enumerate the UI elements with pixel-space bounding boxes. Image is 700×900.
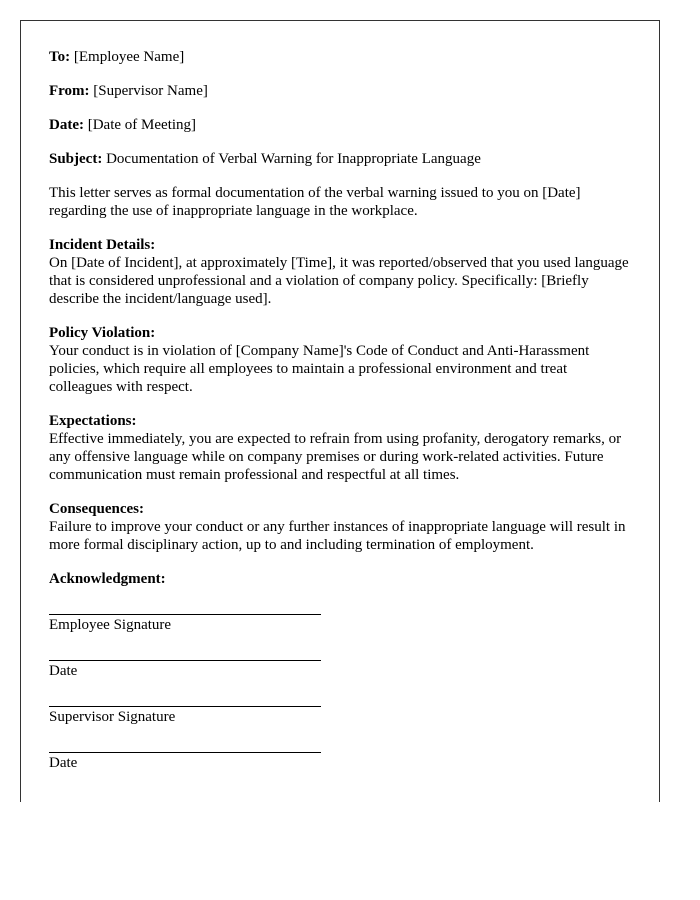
signature-block-employee [49,588,631,634]
date-line [49,116,631,134]
supervisor-signature-line[interactable] [49,706,321,707]
signature-label: Date [49,755,78,771]
signature-label: Supervisor Signature [49,709,176,725]
signature-label: Employee Signature [49,617,172,633]
section-incident-details [49,236,631,308]
signature-label: Date [49,663,78,679]
section-policy-violation [49,324,631,396]
subject-line [49,150,631,168]
intro-paragraph: This letter serves as formal documentation of the verbal warning issued to you on [Date] regarding the use of inappropriate language in the workplace. [49,185,581,219]
section-consequences [49,500,631,554]
subject-label: Subject: [49,151,103,167]
signature-block-employee-date [49,634,631,680]
from-value: [Supervisor Name] [93,83,208,99]
section-heading: Acknowledgment: [49,571,166,587]
section-acknowledgment [49,570,631,588]
section-body: Effective immediately, you are expected to refrain from using profanity, derogatory remarks, or any offensive language while on company premises or during work-related activities. Future communication must remain professional and respectful at all times. [49,431,622,483]
section-heading: Consequences: [49,501,145,517]
supervisor-date-line[interactable] [49,752,321,753]
date-label: Date: [49,117,84,133]
employee-signature-line[interactable] [49,614,321,615]
section-body: On [Date of Incident], at approximately [Time], it was reported/observed that you used language that is considered unprofessional and a violation of company policy. Specifically: [Briefly describe the incident/language used]. [49,255,629,307]
to-line [49,48,631,66]
employee-date-line[interactable] [49,660,321,661]
section-heading: Expectations: [49,413,137,429]
letter-page [20,20,660,802]
signature-block-supervisor-date [49,726,631,772]
subject-value: Documentation of Verbal Warning for Inappropriate Language [106,151,481,167]
from-label: From: [49,83,90,99]
date-value: [Date of Meeting] [87,117,197,133]
to-value: [Employee Name] [73,49,185,65]
from-line [49,82,631,100]
to-label: To: [49,49,71,65]
section-expectations [49,412,631,484]
section-heading: Incident Details: [49,237,156,253]
section-heading: Policy Violation: [49,325,156,341]
section-body: Failure to improve your conduct or any further instances of inappropriate language will result in more formal disciplinary action, up to and including termination of employment. [49,519,626,553]
signature-block-supervisor [49,680,631,726]
section-body: Your conduct is in violation of [Company Name]'s Code of Conduct and Anti-Harassment policies, which require all employees to maintain a professional environment and treat colleagues with respect. [49,343,590,395]
